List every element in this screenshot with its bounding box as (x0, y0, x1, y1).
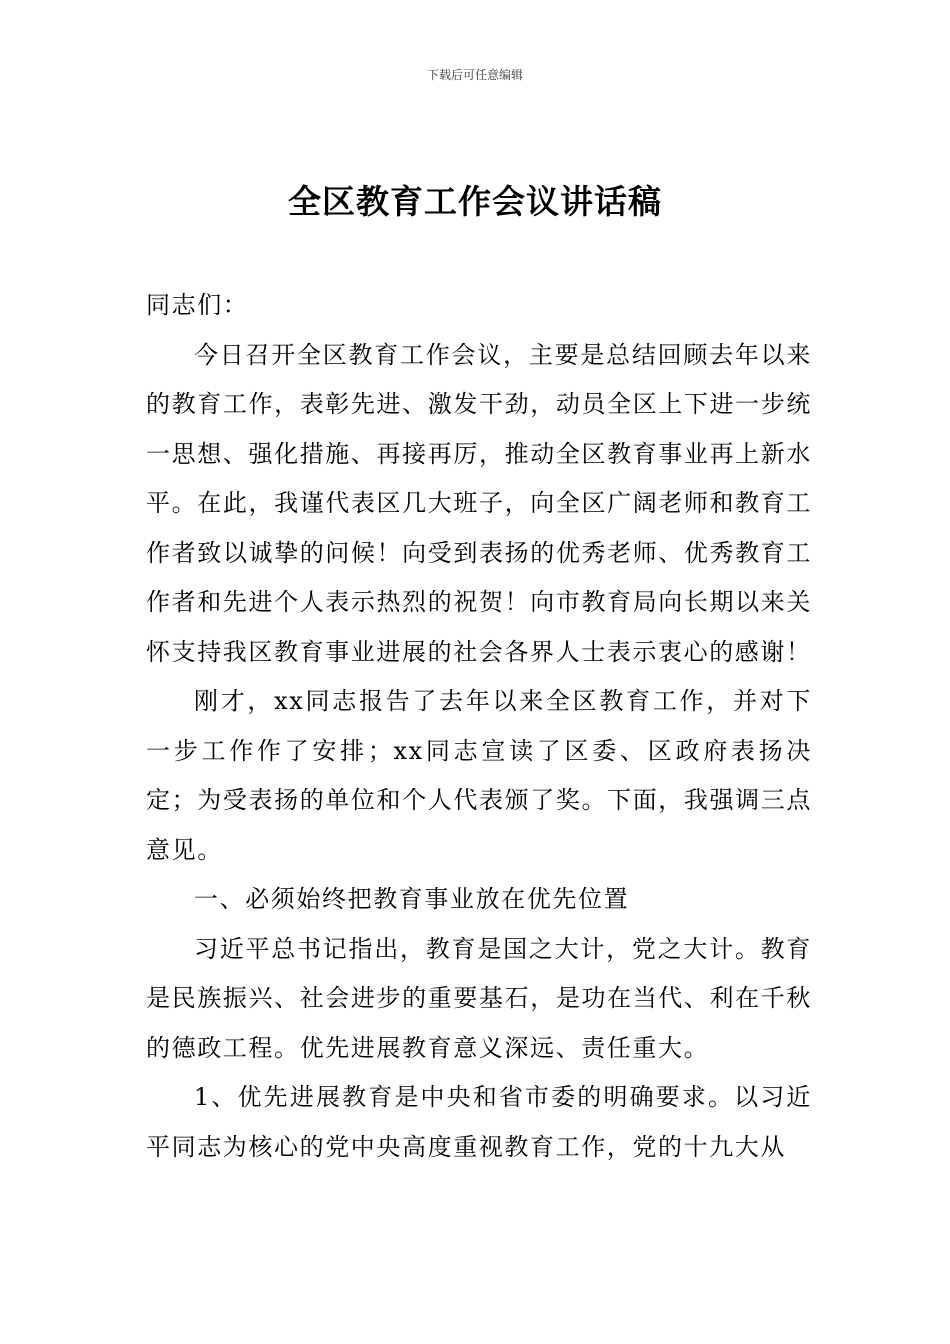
page-header-note: 下载后可任意编辑 (426, 68, 523, 82)
paragraph-report: 刚才，xx同志报告了去年以来全区教育工作，并对下一步工作作了安排；xx同志宣读了区委、区政府表扬决定；为受表扬的单位和个人代表颁了奖。下面，我强调三点意见。 (146, 687, 812, 864)
paragraph-point-1: 1、优先进展教育是中央和省市委的明确要求。以习近平同志为核心的党中央高度重视教育工作，党的十九大从 (146, 1083, 812, 1161)
section-heading: 一、必须始终把教育事业放在优先位置 (194, 885, 630, 913)
paragraph-opening: 今日召开全区教育工作会议，主要是总结回顾去年以来的教育工作，表彰先进、激发干劲，动员全区上下进一步统一思想、强化措施、再接再厉，推动全区教育事业再上新水平。在此，我谨代表区几大班子，向全区广阔老师和教育工作者致以诚挚的问候！向受到表扬的优秀老师、优秀教育工作者和先进个人表示热烈的祝贺！向市教育局向长期以来关怀支持我区教育事业进展的社会各界人士表示衷心的感谢！ (146, 340, 812, 666)
document-body (146, 281, 812, 1172)
salutation: 同志们： (146, 291, 249, 319)
document-title: 全区教育工作会议讲话稿 (288, 182, 662, 221)
paragraph-section-intro: 习近平总书记指出，教育是国之大计，党之大计。教育是民族振兴、社会进步的重要基石，是功在当代、利在千秋的德政工程。优先进展教育意义深远、责任重大。 (146, 934, 812, 1062)
